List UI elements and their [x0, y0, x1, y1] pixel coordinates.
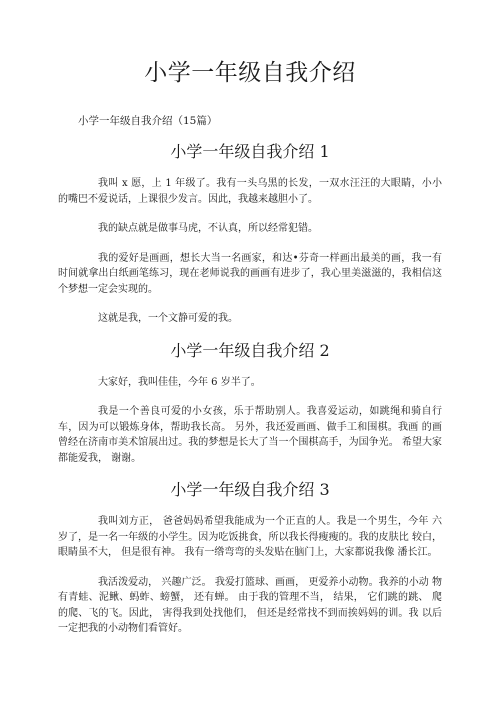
- paragraph: 这就是我，一个文静可爱的我。: [98, 313, 238, 324]
- paragraph: 我叫刘方正， 爸爸妈妈希望我能成为一个正直的人。我是一个男生，今年 六岁了，是一名一年级的小学生。因为吃饭挑食，所以我长得瘦瘦的。我的皮肤比 较白，眼睛虽不大， 但是很有神。 我有一绺弯弯的头发贴在脑门上，大家都说我像 潘长江。: [58, 516, 442, 558]
- paragraph: 我的缺点就是做事马虎，不认真，所以经常犯错。: [98, 223, 318, 234]
- page-title: 小学一年级自我介绍: [144, 60, 356, 86]
- document-subtitle: 小学一年级自我介绍（15篇）: [78, 115, 218, 127]
- section-heading: 小学一年级自我介绍 2: [170, 340, 330, 360]
- paragraph: 我的爱好是画画，想长大当一名画家，和达•芬奇一样画出最美的画，我一有时间就拿出白纸画笔练习，现在老师说我的画画有进步了，我心里美滋滋的，我相信这个梦想一定会实现的。: [58, 252, 442, 295]
- section-1: [58, 142, 442, 327]
- section-heading: 小学一年级自我介绍 1: [170, 142, 330, 161]
- section-3: [58, 480, 442, 637]
- paragraph: 我活泼爱动， 兴趣广泛。 我爱打篮球、画画， 更爱养小动物。我养的小动 物有青蛙、泥鳅、蚂蚱、螃蟹， 还有蝉。 由于我的管理不当， 结果， 它们跳的跳、 爬的爬、飞的飞。因此， 害得我到处找他们， 但还是经常找不到而挨妈妈的训。我 以后一定把我的小动物们看管好。: [58, 576, 442, 634]
- paragraph: 大家好，我叫佳佳，今年 6 岁半了。: [98, 376, 261, 388]
- section-2: [58, 341, 442, 467]
- paragraph: 我叫 x 愿，上 1 年级了。我有一头乌黑的长发，一双水汪汪的大眼睛，小小的嘴巴不爱说话，上课很少发言。因此，我越来越胆小了。: [58, 178, 442, 205]
- section-heading: 小学一年级自我介绍 3: [170, 480, 330, 499]
- paragraph: 我是一个善良可爱的小女孩，乐于帮助别人。我喜爱运动，如跳绳和骑自行车，因为可以锻炼身体，帮助我长高。 另外，我还爱画画、做手工和围棋。我画 的画曾经在济南市美术馆展出过。我的梦想是长大了当一个围棋高手，为国争光。 希望大家都能爱我， 谢谢。: [58, 406, 442, 464]
